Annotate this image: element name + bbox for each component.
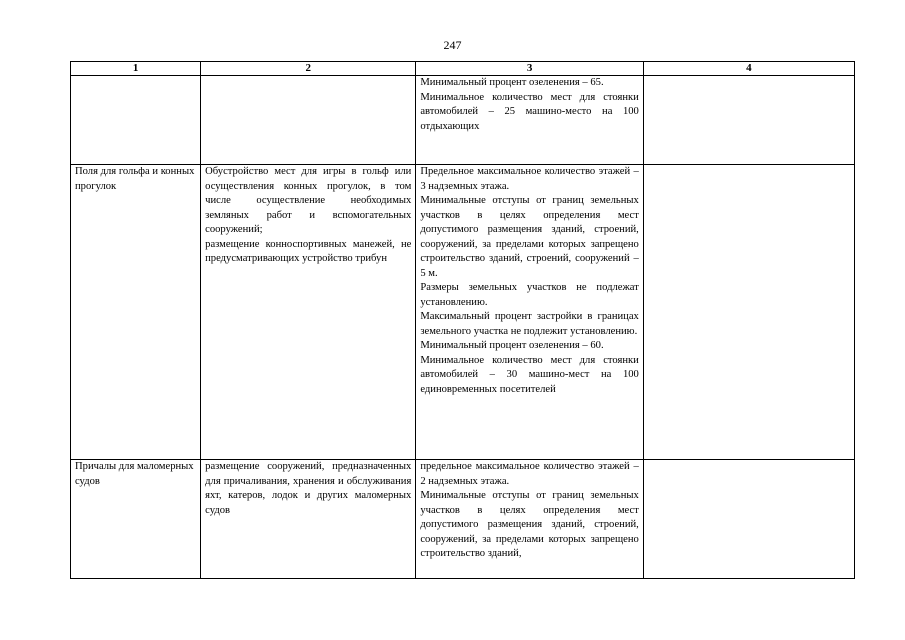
regulations-table (70, 61, 855, 579)
notes-cell (643, 460, 854, 579)
use-description-cell (201, 76, 416, 165)
parameter-text: Минимальный процент озеленения – 65. (420, 77, 604, 88)
notes-cell (643, 76, 854, 165)
description-text: размещение сооружений, предназначенных для причаливания, хранения и обслуживания яхт, катеров, лодок и других маломерных судов (205, 461, 412, 516)
column-header-2: 2 (201, 62, 416, 76)
parameter-text: Максимальный процент застройки в границах земельного участка не подлежит установлению. (420, 311, 639, 337)
parameters-cell (416, 76, 644, 165)
parameters-cell (416, 460, 644, 579)
description-text: размещение конноспортивных манежей, не предусматривающих устройство трибун (205, 238, 412, 264)
column-header-4: 4 (643, 62, 854, 76)
description-text: Обустройство мест для игры в гольф или осуществления конных прогулок, в том числе осуществление необходимых земляных работ и вспомогательных сооружений; (205, 166, 412, 235)
parameter-text: Минимальное количество мест для стоянки автомобилей – 25 машино-место на 100 отдыхающих (420, 91, 639, 132)
parameter-text: предельное максимальное количество этажей – 2 надземных этажа. (420, 461, 639, 487)
table-row (71, 460, 855, 579)
use-description-cell (201, 460, 416, 579)
column-header-1: 1 (71, 62, 201, 76)
parameter-text: Минимальные отступы от границ земельных участков в целях определения мест допустимого размещения зданий, строений, сооружений, за пределами которых запрещено строительство зданий, (420, 490, 639, 559)
use-type-cell: Поля для гольфа и конных прогулок (71, 165, 201, 460)
use-type-cell: Причалы для маломерных судов (71, 460, 201, 579)
use-description-cell (201, 165, 416, 460)
parameter-text: Минимальное количество мест для стоянки автомобилей – 30 машино-мест на 100 единовременных посетителей (420, 354, 639, 395)
table-row (71, 76, 855, 165)
table-header-row (71, 62, 855, 76)
notes-cell (643, 165, 854, 460)
parameter-text: Размеры земельных участков не подлежат установлению. (420, 282, 639, 308)
table-row (71, 165, 855, 460)
column-header-3: 3 (416, 62, 644, 76)
page-number: 247 (443, 38, 462, 52)
parameters-cell (416, 165, 644, 460)
parameter-text: Минимальные отступы от границ земельных участков в целях определения мест допустимого размещения зданий, строений, сооружений, за пределами которых запрещено строительство зданий, строений, сооружений – 5 м. (420, 195, 639, 279)
use-type-cell (71, 76, 201, 165)
parameter-text: Предельное максимальное количество этажей – 3 надземных этажа. (420, 166, 639, 192)
parameter-text: Минимальный процент озеленения – 60. (420, 340, 604, 351)
